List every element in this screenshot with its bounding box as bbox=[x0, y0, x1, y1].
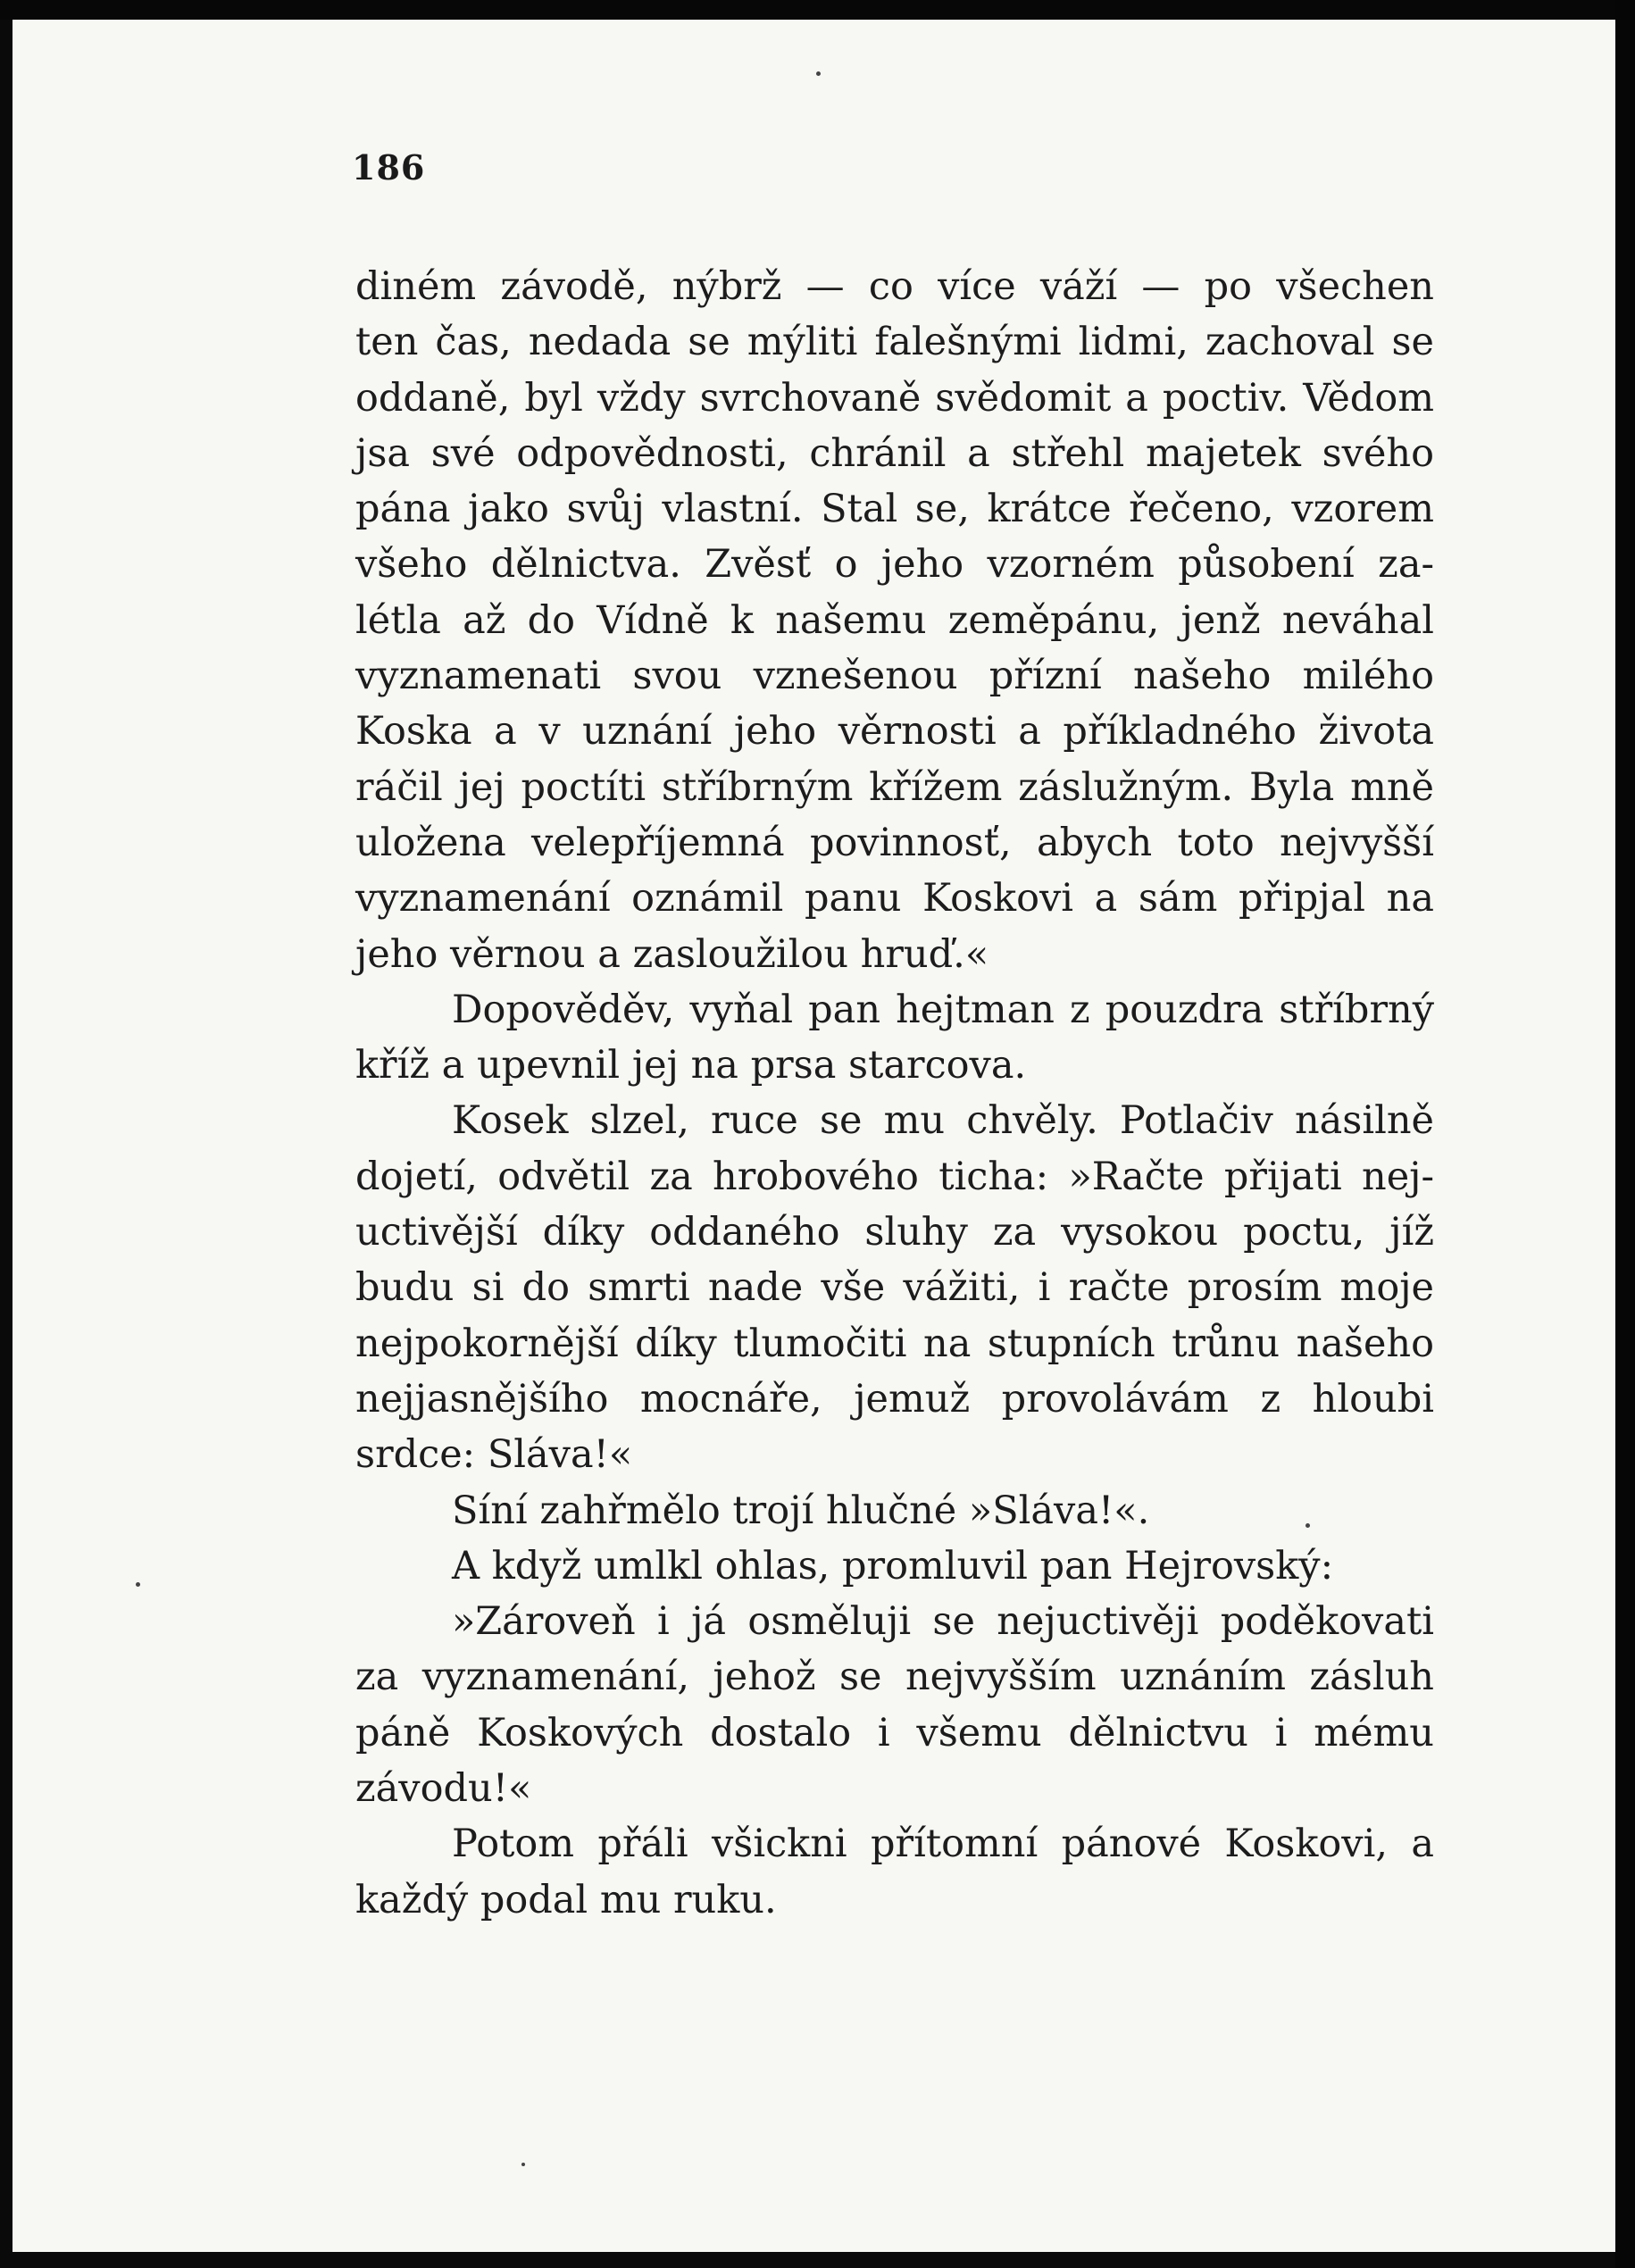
scan-border-right bbox=[1615, 0, 1635, 2268]
text-line: vyznamenání oznámil panu Koskovi a sám připjal na bbox=[355, 876, 1434, 921]
text-line: pána jako svůj vlastní. Stal se, krátce řečeno, vzorem bbox=[355, 487, 1434, 532]
text-line: uctivější díky oddaného sluhy za vysokou poctu, jíž bbox=[355, 1210, 1434, 1255]
text-line: Kosek slzel, ruce se mu chvěly. Potlačiv násilně bbox=[452, 1098, 1434, 1144]
text-line: A když umlkl ohlas, promluvil pan Hejrovský: bbox=[452, 1543, 1334, 1588]
text-line: Koska a v uznání jeho věrnosti a příkladného života bbox=[355, 709, 1434, 755]
text-line: kříž a upevnil jej na prsa starcova. bbox=[355, 1043, 1027, 1088]
text-line: nejpokornější díky tlumočiti na stupních trůnu našeho bbox=[355, 1321, 1434, 1366]
text-line: dojetí, odvětil za hrobového ticha: »Račte přijati nej- bbox=[355, 1154, 1434, 1199]
body-text bbox=[355, 259, 1434, 1928]
text-line: ten čas, nedada se mýliti falešnými lidmi, zachoval se bbox=[355, 320, 1434, 365]
scan-border-top bbox=[0, 0, 1635, 20]
text-line: »Zároveň i já osměluji se nejuctivěji poděkovati bbox=[452, 1599, 1434, 1645]
dust-speck bbox=[136, 1582, 140, 1587]
text-line: oddaně, byl vždy svrchovaně svědomit a poctiv. Vědom bbox=[355, 375, 1434, 421]
text-line: létla až do Vídně k našemu zeměpánu, jenž neváhal bbox=[355, 597, 1434, 643]
text-line: uložena velepříjemná povinnosť, abych toto nejvyšší bbox=[355, 820, 1434, 865]
text-line: jeho věrnou a zasloužilou hruď.« bbox=[355, 931, 989, 977]
text-line: diném závodě, nýbrž — co více váží — po všechen bbox=[355, 264, 1434, 309]
page-number: 186 bbox=[352, 147, 426, 188]
text-line: Síní zahřmělo trojí hlučné »Sláva!«. bbox=[452, 1488, 1150, 1533]
text-line: každý podal mu ruku. bbox=[355, 1877, 777, 1922]
text-line: za vyznamenání, jehož se nejvyšším uznáním zásluh bbox=[355, 1655, 1434, 1700]
text-line: páně Koskových dostalo i všemu dělnictvu i mému bbox=[355, 1710, 1434, 1755]
text-line: Dopověděv, vyňal pan hejtman z pouzdra stříbrný bbox=[452, 987, 1434, 1032]
dust-speck bbox=[816, 71, 821, 76]
text-line: ráčil jej poctíti stříbrným křížem záslužným. Byla mně bbox=[355, 764, 1434, 810]
text-line: nejjasnějšího mocnáře, jemuž provolávám z hloubi bbox=[355, 1376, 1434, 1422]
text-line: Potom přáli všicknі přítomní pánové Koskovi, a bbox=[452, 1822, 1434, 1867]
text-line: všeho dělnictva. Zvěsť o jeho vzorném působení za- bbox=[355, 542, 1434, 588]
text-line: jsa své odpovědnosti, chránil a střehl majetek svého bbox=[355, 430, 1434, 476]
dust-speck bbox=[521, 2163, 525, 2166]
text-line: budu si do smrti nade vše vážiti, i račte prosím moje bbox=[355, 1265, 1434, 1311]
text-line: vyznamenati svou vznešenou přízní našeho milého bbox=[355, 654, 1434, 699]
text-line: srdce: Sláva!« bbox=[355, 1432, 633, 1478]
text-line: závodu!« bbox=[355, 1766, 532, 1812]
